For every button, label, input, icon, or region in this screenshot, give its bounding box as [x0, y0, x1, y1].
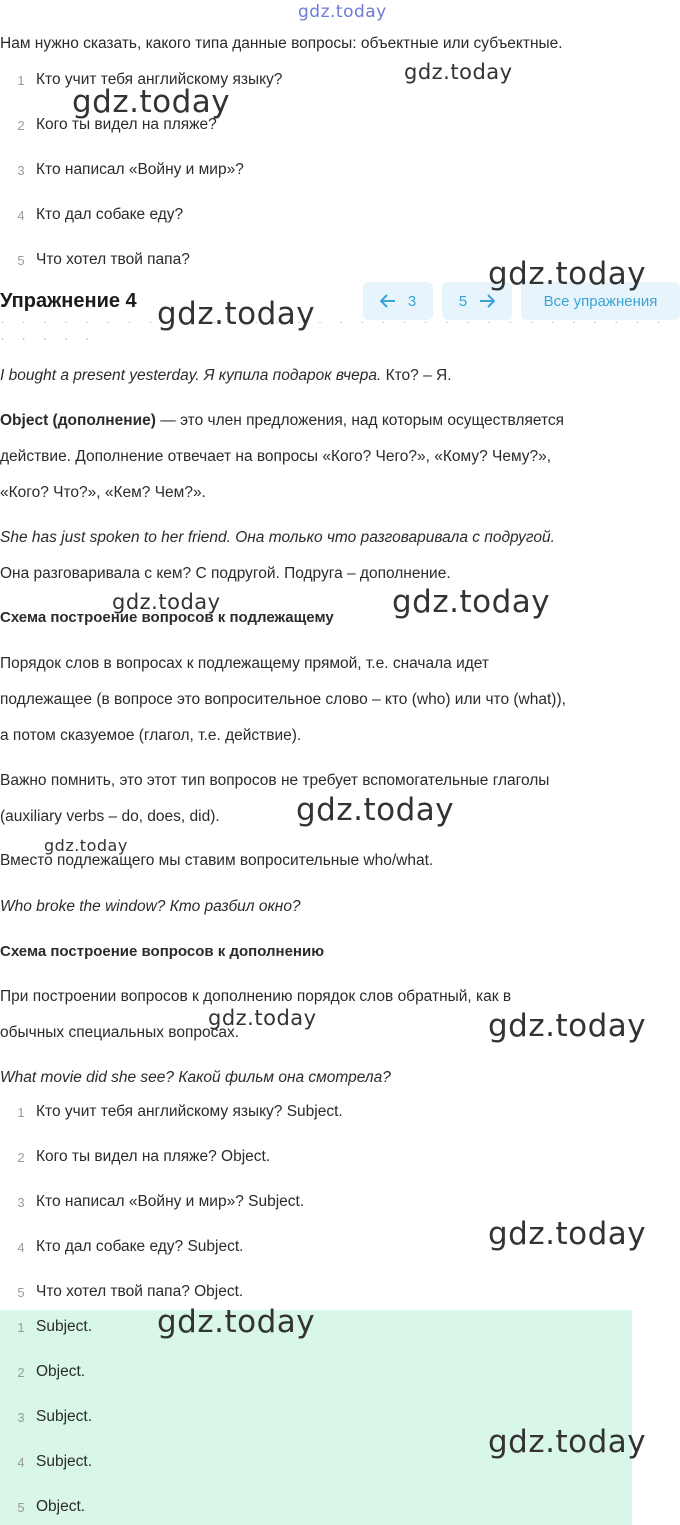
example-tail: Кто? – Я. — [381, 367, 452, 384]
term: Object (дополнение) — [0, 412, 156, 429]
prev-exercise-button[interactable] — [363, 282, 433, 320]
definition-line — [0, 411, 564, 431]
list-item: Subject. — [36, 1318, 93, 1335]
list-item-number: 2 — [17, 118, 25, 133]
paragraph-line: При построении вопросов к дополнению порядок слов обратный, как в — [0, 988, 512, 1005]
prev-exercise-label: 3 — [407, 292, 417, 310]
watermark: gdz.today — [72, 84, 231, 120]
list-item: Кто учит тебя английскому языку? Subject. — [36, 1103, 343, 1120]
list-item-number: 1 — [17, 73, 25, 88]
list-item-number: 5 — [17, 253, 25, 268]
list-item: Object. — [36, 1498, 86, 1515]
list-item: Кто дал собаке еду? — [36, 206, 184, 223]
watermark: gdz.today — [157, 296, 316, 332]
example-text: Who broke the window? Кто разбил окно? — [0, 898, 301, 915]
section-heading: Схема построение вопросов к подлежащему — [0, 609, 334, 626]
paragraph-line: а потом сказуемое (глагол, т.е. действие). — [0, 727, 302, 744]
arrow-right-icon — [479, 294, 495, 308]
example-line — [0, 366, 452, 386]
watermark: gdz.today — [112, 590, 221, 614]
list-item: Object. — [36, 1363, 86, 1380]
list-item-number: 3 — [17, 1410, 25, 1425]
list-item-number: 4 — [17, 1240, 25, 1255]
all-exercises-label: Все упражнения — [543, 292, 658, 310]
exercise-title: Упражнение 4 — [0, 290, 137, 312]
paragraph-line: Вместо подлежащего мы ставим вопросительные who/what. — [0, 852, 434, 869]
list-item: Кого ты видел на пляже? Object. — [36, 1148, 271, 1165]
list-item: Кто дал собаке еду? Subject. — [36, 1238, 244, 1255]
example-text: She has just spoken to her friend. Она только что разговаривала с подругой. — [0, 529, 555, 546]
answer-block — [0, 1310, 632, 1525]
watermark: gdz.today — [296, 792, 455, 828]
list-item: Кто написал «Войну и мир»? Subject. — [36, 1193, 305, 1210]
example-text: I bought a present yesterday. Я купила подарок вчера. — [0, 367, 382, 384]
list-item: Что хотел твой папа? Object. — [36, 1283, 244, 1300]
watermark: gdz.today — [44, 836, 128, 855]
watermark: gdz.today — [488, 1216, 647, 1252]
list-item-number: 1 — [17, 1320, 25, 1335]
list-item-number: 5 — [17, 1500, 25, 1515]
watermark: gdz.today — [208, 1006, 317, 1030]
watermark: gdz.today — [488, 256, 647, 292]
list-item: Кто учит тебя английскому языку? — [36, 71, 283, 88]
list-item: Subject. — [36, 1408, 93, 1425]
paragraph-line: обычных специальных вопросах. — [0, 1024, 240, 1041]
list-item-number: 3 — [17, 163, 25, 178]
list-item-number: 4 — [17, 1455, 25, 1470]
list-item-number: 3 — [17, 1195, 25, 1210]
arrow-left-icon — [380, 294, 396, 308]
paragraph-line: подлежащее (в вопросе это вопросительное слово – кто (who) или что (what)), — [0, 691, 566, 708]
watermark: gdz.today — [392, 584, 551, 620]
list-item: Кого ты видел на пляже? — [36, 116, 217, 133]
paragraph-line: Важно помнить, это этот тип вопросов не требует вспомогательные глаголы — [0, 772, 550, 789]
list-item-number: 2 — [17, 1150, 25, 1165]
section-heading: Схема построение вопросов к дополнению — [0, 943, 325, 960]
list-item: Кто написал «Войну и мир»? — [36, 161, 244, 178]
example-text: What movie did she see? Какой фильм она смотрела? — [0, 1069, 391, 1086]
paragraph-line: Порядок слов в вопросах к подлежащему прямой, т.е. сначала идет — [0, 655, 489, 672]
paragraph-line: «Кого? Что?», «Кем? Чем?». — [0, 484, 206, 501]
definition-text: — это член предложения, над которым осуществляется — [155, 412, 565, 429]
list-item-number: 4 — [17, 208, 25, 223]
cut-off-text: · · · · · — [0, 330, 96, 340]
watermark: gdz.today — [488, 1424, 647, 1460]
watermark: gdz.today — [404, 60, 513, 84]
list-item: Что хотел твой папа? — [36, 251, 190, 268]
paragraph-line: (auxiliary verbs – do, does, did). — [0, 808, 220, 825]
watermark: gdz.today — [298, 2, 387, 22]
intro-text: Нам нужно сказать, какого типа данные вопросы: объектные или субъектные. — [0, 35, 563, 52]
watermark: gdz.today — [157, 1304, 316, 1340]
list-item-number: 5 — [17, 1285, 25, 1300]
paragraph-line: действие. Дополнение отвечает на вопросы «Кого? Чего?», «Кому? Чему?», — [0, 448, 552, 465]
paragraph-line: Она разговаривала с кем? С подругой. Подруга – дополнение. — [0, 565, 451, 582]
list-item-number: 1 — [17, 1105, 25, 1120]
list-item: Subject. — [36, 1453, 93, 1470]
watermark: gdz.today — [488, 1008, 647, 1044]
list-item-number: 2 — [17, 1365, 25, 1380]
next-exercise-label: 5 — [458, 292, 468, 310]
